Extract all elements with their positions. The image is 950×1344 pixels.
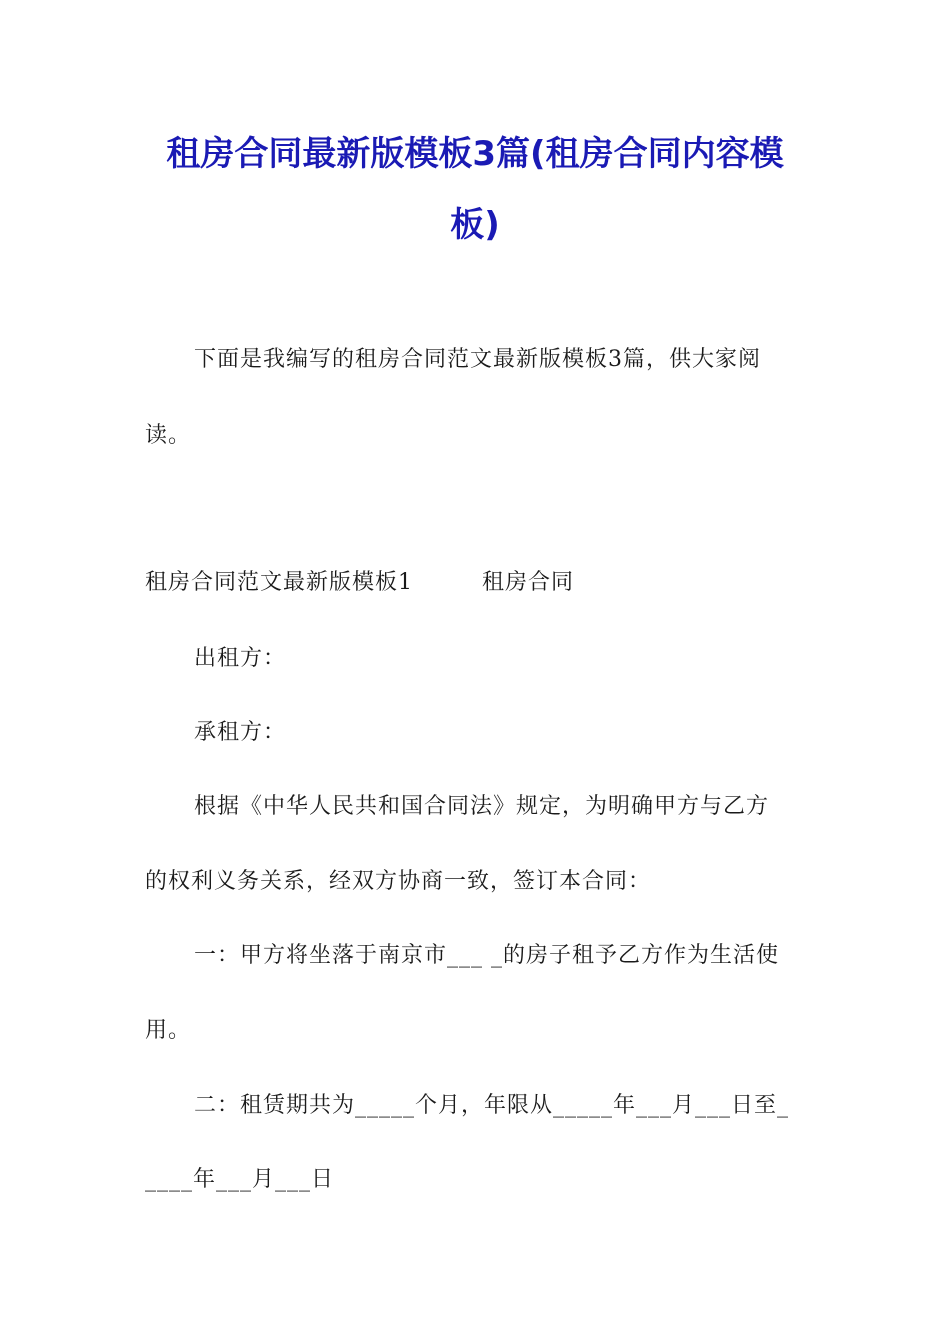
- document-title-line2: 板): [450, 205, 500, 245]
- clause1-line2: 用。: [145, 1018, 192, 1043]
- document-title-line1: 租房合同最新版模板3篇(租房合同内容模: [166, 134, 784, 174]
- basis-paragraph-line1: 根据《中华人民共和国合同法》规定，为明确甲方与乙方: [194, 794, 770, 819]
- lessor-label: 出租方：: [194, 646, 287, 671]
- clause2-line1: 二：租赁期共为_____个月，年限从_____年___月___日至_: [194, 1093, 790, 1118]
- intro-paragraph-line2: 读。: [145, 423, 192, 448]
- basis-paragraph-line2: 的权利义务关系，经双方协商一致，签订本合同：: [145, 869, 652, 894]
- clause2-line2: ____年___月___日: [145, 1167, 335, 1192]
- section-heading: 租房合同范文最新版模板1 租房合同: [145, 570, 574, 595]
- clause1-line1: 一：甲方将坐落于南京市___ _的房子租予乙方作为生活使: [194, 943, 779, 968]
- lessee-label: 承租方：: [194, 720, 287, 745]
- intro-paragraph-line1: 下面是我编写的租房合同范文最新版模板3篇，供大家阅: [194, 347, 761, 372]
